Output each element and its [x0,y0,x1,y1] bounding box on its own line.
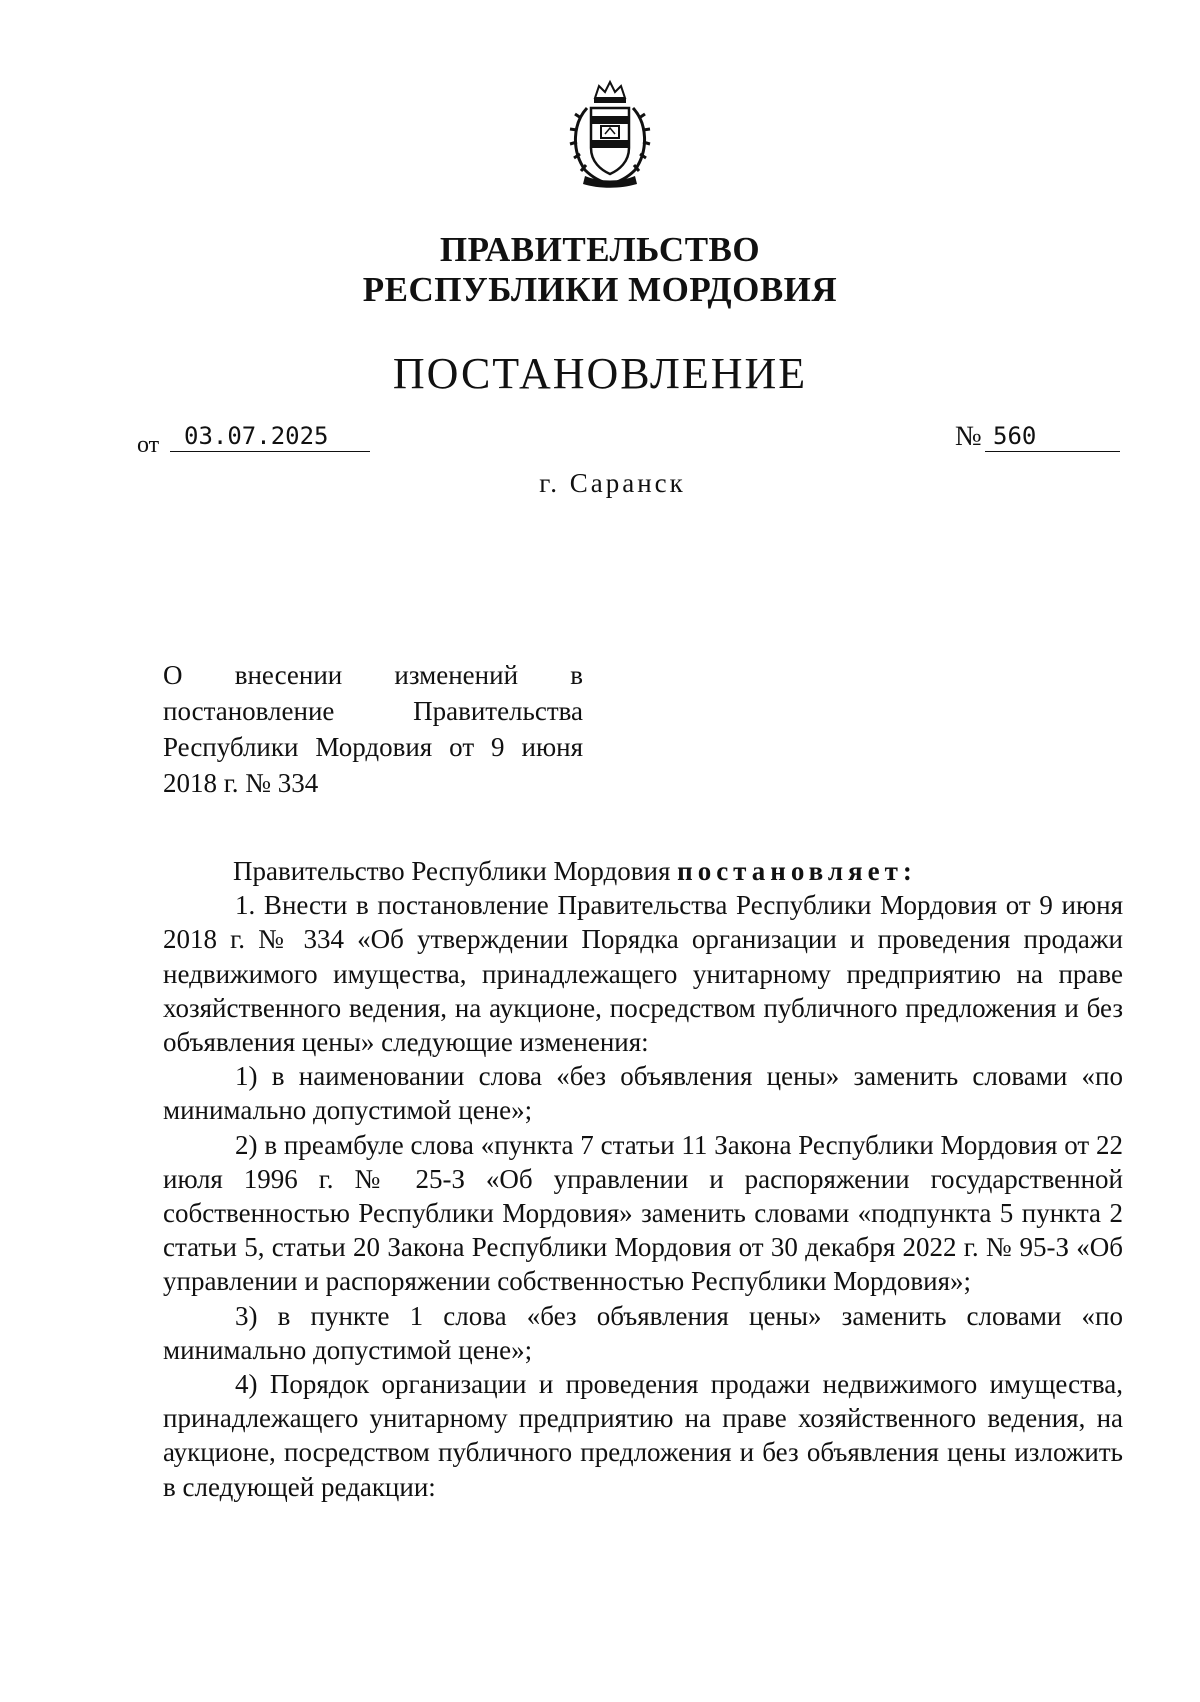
intro-text: Правительство Республики Мордовия [233,856,678,886]
government-title-line2: РЕСПУБЛИКИ МОРДОВИЯ [362,270,838,309]
intro-verb: постановляет: [677,856,917,886]
document-number: 560 [985,422,1120,452]
coat-of-arms-icon [565,78,655,190]
document-subject: О внесении изменений в постановление Правительства Республики Мордовия от 9 июня 2018 г. № 334 [163,660,583,798]
city-name: г. Саранск [539,468,686,498]
paragraph-1-3: 3) в пункте 1 слова «без объявления цены» заменить словами «по минимально допустимой цене»; [163,1300,1123,1365]
paragraph-1: 1. Внести в постановление Правительства Республики Мордовия от 9 июня 2018 г. № 334 «Об утверждении Порядка организации и проведения продажи недвижимого имущества, принадлежащего унитарному предприятию на праве хозяйственного ведения, на аукционе, посредством публичного предложения и без объявления цены» следующие изменения: [163,890,1123,1058]
document-date: 03.07.2025 [170,422,370,452]
paragraph-1-4: 4) Порядок организации и проведения продажи недвижимого имущества, принадлежащего унитарному предприятию на праве хозяйственного ведения, на аукционе, посредством публичного предложения и без объявления цены изложить в следующей редакции: [163,1369,1123,1502]
intro-paragraph [163,854,1123,888]
document-type-title: ПОСТАНОВЛЕНИЕ [392,349,808,398]
number-label: № [955,421,982,452]
document-body [163,854,1123,1504]
government-title-line1: ПРАВИТЕЛЬСТВО [439,230,761,269]
paragraph-1-1: 1) в наименовании слова «без объявления цены» заменить словами «по минимально допустимой цене»; [163,1061,1123,1126]
date-label: от [137,432,160,458]
paragraph-1-2: 2) в преамбуле слова «пункта 7 статьи 11 Закона Республики Мордовия от 22 июля 1996 г. № 25-З «Об управлении и распоряжении государственной собственностью Республики Мордовия» заменить словами «подпункта 5 пункта 2 статьи 5, статьи 20 Закона Республики Мордовия от 30 декабря 2022 г. № 95-З «Об управлении и распоряжении собственностью Республики Мордовия»; [163,1129,1123,1297]
